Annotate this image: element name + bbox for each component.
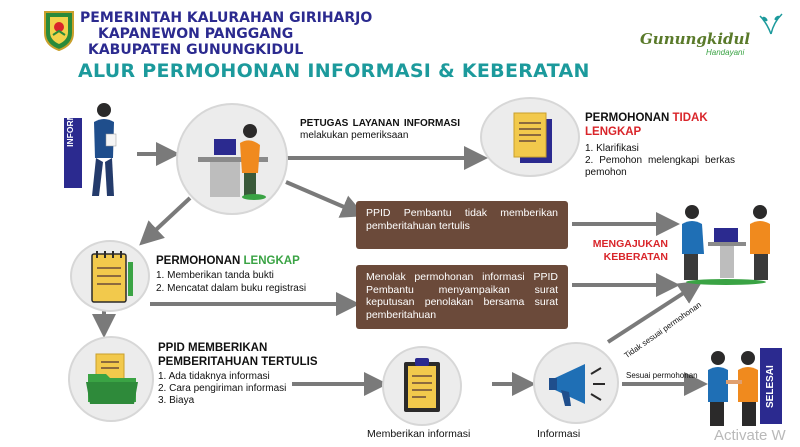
ppid-title (158, 341, 318, 369)
tidak-lengkap-title (585, 111, 745, 139)
folder-icon (84, 352, 140, 408)
petugas-text-rest: melakukan pemeriksaan (300, 130, 409, 141)
page-title: ALUR PERMOHONAN INFORMASI & KEBERATAN (78, 60, 590, 82)
keberatan-label (583, 238, 668, 264)
ppid-title-1: PPID MEMBERIKAN (158, 342, 268, 354)
tidak-lengkap-circle (480, 97, 580, 177)
informasi-label: Informasi (537, 428, 581, 440)
header-line-2: KAPANEWON PANGGANG (98, 26, 294, 42)
box-menolak: Menolak permohonan informasi PPID Pembantu menyampaikan surat keputusan penolakan bersama surat pemberitahuan (356, 265, 568, 329)
lengkap-item-2: 2. Mencatat dalam buku registrasi (156, 283, 307, 294)
header-line-3: KABUPATEN GUNUNGKIDUL (88, 42, 304, 58)
arrow-petugas-to-box1 (286, 182, 358, 213)
memberikan-circle (382, 346, 462, 426)
lengkap-title-b: LENGKAP (243, 255, 300, 267)
arrow-petugas-to-lengkap (145, 198, 190, 240)
tidak-lengkap-title-a: PERMOHONAN (585, 112, 673, 124)
keberatan-line-2: KEBERATAN (603, 251, 668, 263)
megaphone-icon (547, 356, 609, 414)
ppid-title-2: PEMBERITAHUAN TERTULIS (158, 356, 318, 368)
header-line-1: PEMERINTAH KALURAHAN GIRIHARJO (80, 10, 373, 26)
sesuai-label: Sesuai permohonan (626, 371, 698, 380)
tidak-sesuai-label: Tidak sesuai permohonan (622, 300, 703, 361)
box-tidak-memberikan: PPID Pembantu tidak memberikan pemberitahuan tertulis (356, 201, 568, 249)
petugas-text-bold: PETUGAS LAYANAN INFORMASI (300, 118, 460, 129)
ppid-item-2: 2. Cara pengiriman informasi (158, 383, 287, 394)
pemohon-label-1: PEMOHON (55, 101, 65, 145)
memberikan-informasi-label: Memberikan informasi (367, 428, 471, 440)
tidak-lengkap-item-1: 1. Klarifikasi (585, 143, 639, 154)
lengkap-title-a: PERMOHONAN (156, 255, 244, 267)
keberatan-line-1: MENGAJUKAN (592, 238, 668, 250)
keberatan-meeting-icon (672, 198, 780, 286)
petugas-text (300, 118, 460, 142)
selesai-handshake-icon (702, 348, 766, 428)
document-stack-icon (500, 105, 564, 171)
pemohon-label (55, 88, 75, 158)
informasi-circle (533, 342, 619, 424)
ppid-circle (68, 336, 154, 422)
petugas-circle (176, 103, 288, 215)
ppid-item-3: 3. Biaya (158, 395, 195, 406)
brand-name: Gunungkidul (640, 30, 751, 48)
activate-watermark: Activate W (714, 427, 786, 444)
ppid-item-1: 1. Ada tidaknya informasi (158, 371, 270, 382)
pemohon-person-icon (80, 100, 130, 200)
selesai-label: SELESAI (765, 365, 776, 408)
lengkap-item-1: 1. Memberikan tanda bukti (156, 270, 274, 281)
notepad-icon (86, 248, 136, 306)
lengkap-title (156, 255, 300, 267)
tidak-lengkap-title-b: TIDAK LENGKAP (585, 112, 708, 138)
officer-desk-icon (188, 117, 278, 201)
pemohon-label-2: INFORMASI (65, 99, 75, 147)
lengkap-circle (70, 240, 150, 312)
tidak-lengkap-item-2: 2. Pemohon melengkapi berkas pemohon (585, 155, 735, 178)
clipboard-icon (398, 356, 448, 416)
brand-tagline: Handayani (706, 48, 745, 57)
